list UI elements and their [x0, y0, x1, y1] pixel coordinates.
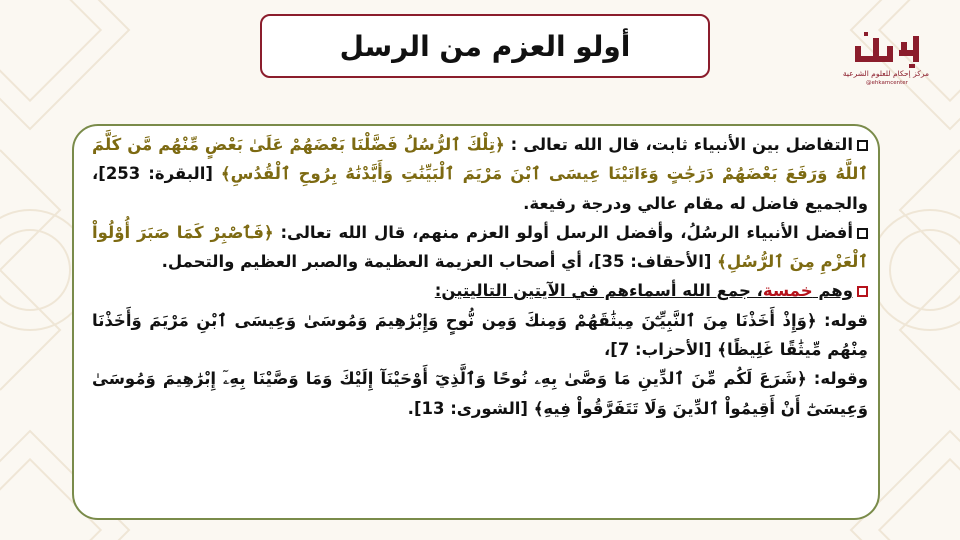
- paragraph-tail: ،: [604, 340, 611, 360]
- quran-verse: ﴿فَٱصْبِرْ كَمَا صَبَرَ أُوْلُواْ ٱلْعَزْمِ مِنَ ٱلرُّسُلِ﴾: [92, 222, 868, 272]
- verse-reference: [الشورى: 13]: [413, 398, 534, 418]
- paragraph-tail: ، أي أصحاب العزيمة العظيمة والصبر العظيم والتحمل.: [161, 252, 594, 272]
- paragraph-2: [92, 218, 868, 277]
- verse-label: وقوله:: [806, 369, 868, 389]
- logo-mark-icon: [851, 32, 923, 68]
- paragraph-3: [92, 276, 868, 305]
- verse-reference: [الأحزاب: 7]: [610, 340, 718, 360]
- paragraph-intro: التفاضل بين الأنبياء ثابت، قال الله تعالى :: [504, 135, 853, 154]
- paragraph-1: [92, 130, 868, 218]
- quran-verse: ﴿وَإِذْ أَخَذْنَا مِنَ ٱلنَّبِيِّـۧنَ مِيثَٰقَهُمْ وَمِنكَ وَمِن نُّوحٍ وَإِبْرَٰهِيمَ وَمُوسَىٰ وَعِيسَى ٱبْنِ مَرْيَمَ وَأَخَذْنَا مِنْهُم مِّيثَٰقًا غَلِيظًا﴾: [92, 310, 868, 360]
- verse-label: قوله:: [816, 310, 868, 330]
- quran-verse: ﴿شَرَعَ لَكُم مِّنَ ٱلدِّينِ مَا وَصَّىٰ بِهِۦ نُوحًا وَٱلَّذِيٓ أَوْحَيْنَآ إِلَيْكَ وَمَا وَصَّيْنَا بِهِۦٓ إِبْرَٰهِيمَ وَمُوسَىٰ وَعِيسَىٰٓ أَنْ أَقِيمُواْ ٱلدِّينَ وَلَا تَتَفَرَّقُواْ فِيهِ﴾: [92, 369, 868, 418]
- paragraph-rest: ، جمع الله أسماءهم في الآيتين التاليتين:: [434, 281, 763, 301]
- page-title: أولو العزم من الرسل: [339, 29, 631, 63]
- checkbox-bullet-icon: [857, 286, 868, 297]
- highlight-word: خمسة: [762, 281, 813, 301]
- paragraph-prefix: وهم: [812, 281, 853, 301]
- paragraph-4: [92, 306, 868, 365]
- logo-subtitle: مركز إحكام للعلوم الشرعية: [842, 69, 929, 78]
- paragraph-tail: .: [407, 398, 414, 418]
- verse-reference: [البقرة: 253]: [98, 164, 221, 184]
- logo: [842, 28, 929, 90]
- paragraph-5: [92, 364, 868, 423]
- quran-verse: ﴿تِلْكَ ٱلرُّسُلُ فَضَّلْنَا بَعْضَهُمْ عَلَىٰ بَعْضٍ مِّنْهُم مَّن كَلَّمَ ٱللَّهُ وَرَفَعَ بَعْضَهُمْ دَرَجَٰتٍ وَءَاتَيْنَا عِيسَى ٱبْنَ مَرْيَمَ ٱلْبَيِّنَٰتِ وَأَيَّدْنَٰهُ بِرُوحِ ٱلْقُدُسِ﴾: [92, 135, 868, 184]
- content-body: [92, 130, 868, 423]
- logo-handle: @ehkamcenter: [866, 80, 908, 86]
- title-box: [260, 14, 710, 78]
- paragraph-intro: أفضل الأنبياء الرسُلُ، وأفضل الرسل أولو العزم منهم، قال الله تعالى:: [273, 222, 853, 242]
- checkbox-bullet-icon: [857, 140, 868, 151]
- verse-reference: [الأحقاف: 35]: [593, 252, 718, 272]
- checkbox-bullet-icon: [857, 228, 868, 239]
- paragraph-tail: ، والجميع فاضل له مقام عالي ودرجة رفيعة.: [92, 164, 868, 213]
